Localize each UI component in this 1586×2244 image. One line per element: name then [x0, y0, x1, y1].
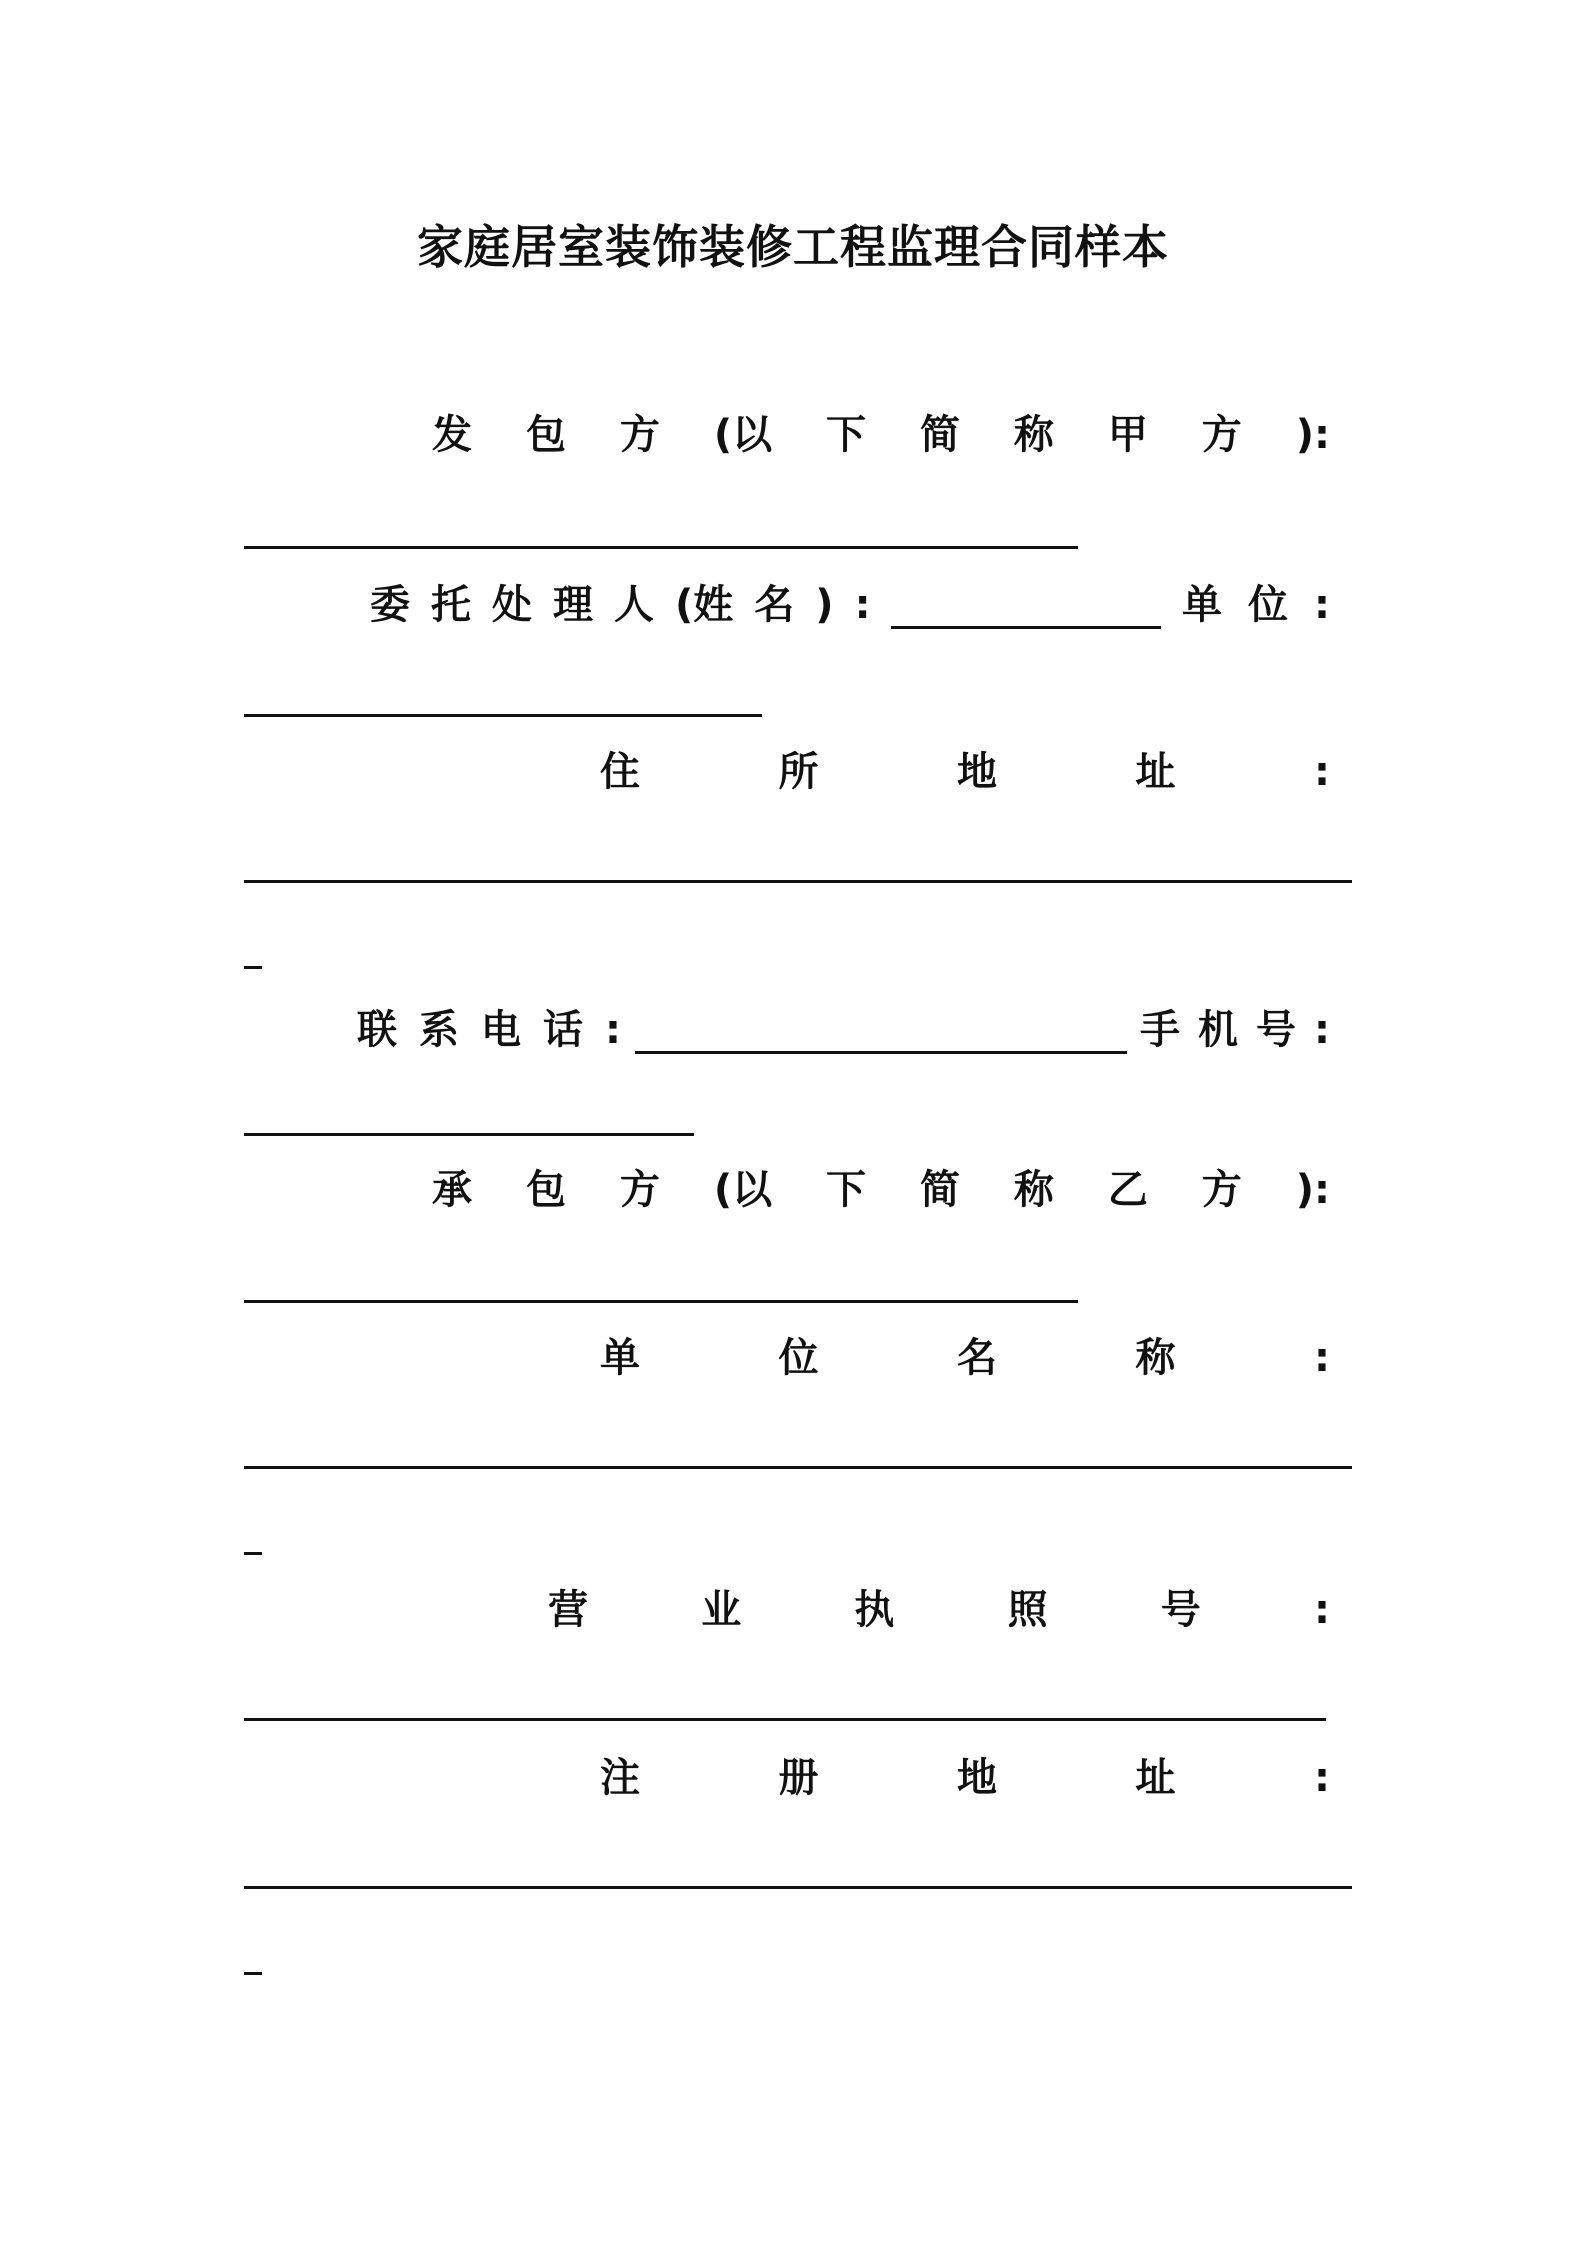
address-blank-line[interactable] — [244, 880, 1352, 883]
label-char: 名 — [754, 582, 795, 628]
label-char: 号 — [1160, 1587, 1201, 1633]
label-char: 系 — [419, 1007, 459, 1053]
label-char: 位 — [1248, 582, 1288, 628]
party-b-label — [432, 1160, 1330, 1220]
party-a-blank-line[interactable] — [244, 546, 1078, 549]
label-char: 承 — [432, 1167, 472, 1213]
label-char: 理 — [553, 582, 593, 628]
label-char: 方 — [1201, 412, 1242, 458]
label-char: 号 — [1256, 1007, 1296, 1053]
label-char: 地 — [957, 749, 997, 795]
label-char: 址 — [1135, 749, 1176, 795]
mobile-label — [1140, 1000, 1330, 1060]
mobile-blank-line[interactable] — [244, 1133, 694, 1136]
label-char: ): — [1295, 1167, 1330, 1213]
label-char: 名 — [957, 1335, 997, 1381]
label-char: 联 — [357, 1007, 397, 1053]
label-char: 住 — [600, 749, 640, 795]
label-char: ) — [815, 582, 834, 628]
label-char: 地 — [957, 1755, 997, 1801]
label-char: 单 — [1182, 582, 1222, 628]
label-char: 包 — [525, 1167, 566, 1213]
label-char: : — [1314, 749, 1330, 795]
label-char: ): — [1295, 412, 1330, 458]
label-char: 甲 — [1107, 412, 1148, 458]
label-char: 单 — [600, 1335, 640, 1381]
label-char: 人 — [614, 582, 654, 628]
phone-blank[interactable] — [635, 1007, 1127, 1054]
label-char: 方 — [619, 1167, 660, 1213]
label-char: 照 — [1007, 1587, 1048, 1633]
address-blank-line-end — [244, 966, 262, 969]
label-char: 执 — [854, 1587, 895, 1633]
label-char: (姓 — [675, 582, 734, 628]
label-char: 位 — [778, 1335, 819, 1381]
label-char: : — [854, 582, 871, 628]
address-label — [600, 742, 1330, 802]
phone-row — [357, 1000, 1330, 1060]
label-char: 乙 — [1107, 1167, 1148, 1213]
label-char: 包 — [525, 412, 566, 458]
label-char: : — [1314, 1007, 1330, 1053]
label-char: 委 — [370, 582, 410, 628]
reg-address-label — [600, 1748, 1330, 1808]
label-char: 手 — [1140, 1007, 1180, 1053]
label-char: 发 — [432, 412, 472, 458]
reg-address-blank-line-end — [244, 1972, 262, 1975]
label-char: 称 — [1013, 1167, 1054, 1213]
agent-unit-label — [1182, 575, 1330, 635]
label-char: : — [1313, 1587, 1330, 1633]
label-char: 注 — [600, 1755, 640, 1801]
label-char: 简 — [919, 1167, 960, 1213]
company-name-blank-line[interactable] — [244, 1466, 1352, 1469]
label-char: 方 — [1201, 1167, 1242, 1213]
label-char: 所 — [778, 749, 819, 795]
label-char: : — [605, 1007, 621, 1053]
agent-label — [370, 575, 871, 635]
label-char: 话 — [543, 1007, 583, 1053]
agent-name-blank[interactable] — [891, 582, 1161, 629]
label-char: 册 — [778, 1755, 819, 1801]
label-char: : — [1314, 582, 1330, 628]
label-char: 方 — [619, 412, 660, 458]
label-char: 下 — [826, 1167, 867, 1213]
label-char: 机 — [1198, 1007, 1238, 1053]
document-title: 家庭居室装饰装修工程监理合同样本 — [417, 220, 1169, 274]
label-char: 下 — [826, 412, 867, 458]
company-name-blank-line-end — [244, 1552, 262, 1555]
label-char: : — [1314, 1755, 1330, 1801]
license-blank-line[interactable] — [244, 1718, 1326, 1721]
phone-label — [357, 1000, 621, 1060]
label-char: (以 — [713, 1167, 773, 1213]
reg-address-blank-line[interactable] — [244, 1886, 1352, 1889]
label-char: (以 — [713, 412, 773, 458]
label-char: 托 — [431, 582, 471, 628]
label-char: 电 — [481, 1007, 521, 1053]
label-char: 址 — [1135, 1755, 1176, 1801]
company-name-label — [600, 1328, 1330, 1388]
license-label — [548, 1580, 1330, 1640]
label-char: 简 — [919, 412, 960, 458]
label-char: 营 — [548, 1587, 588, 1633]
label-char: : — [1314, 1335, 1330, 1381]
label-char: 称 — [1135, 1335, 1176, 1381]
party-a-label — [432, 405, 1330, 465]
agent-unit-blank-line[interactable] — [244, 714, 762, 717]
label-char: 称 — [1013, 412, 1054, 458]
label-char: 业 — [701, 1587, 742, 1633]
party-b-blank-line[interactable] — [244, 1300, 1078, 1303]
agent-row — [370, 575, 1330, 635]
label-char: 处 — [492, 582, 532, 628]
